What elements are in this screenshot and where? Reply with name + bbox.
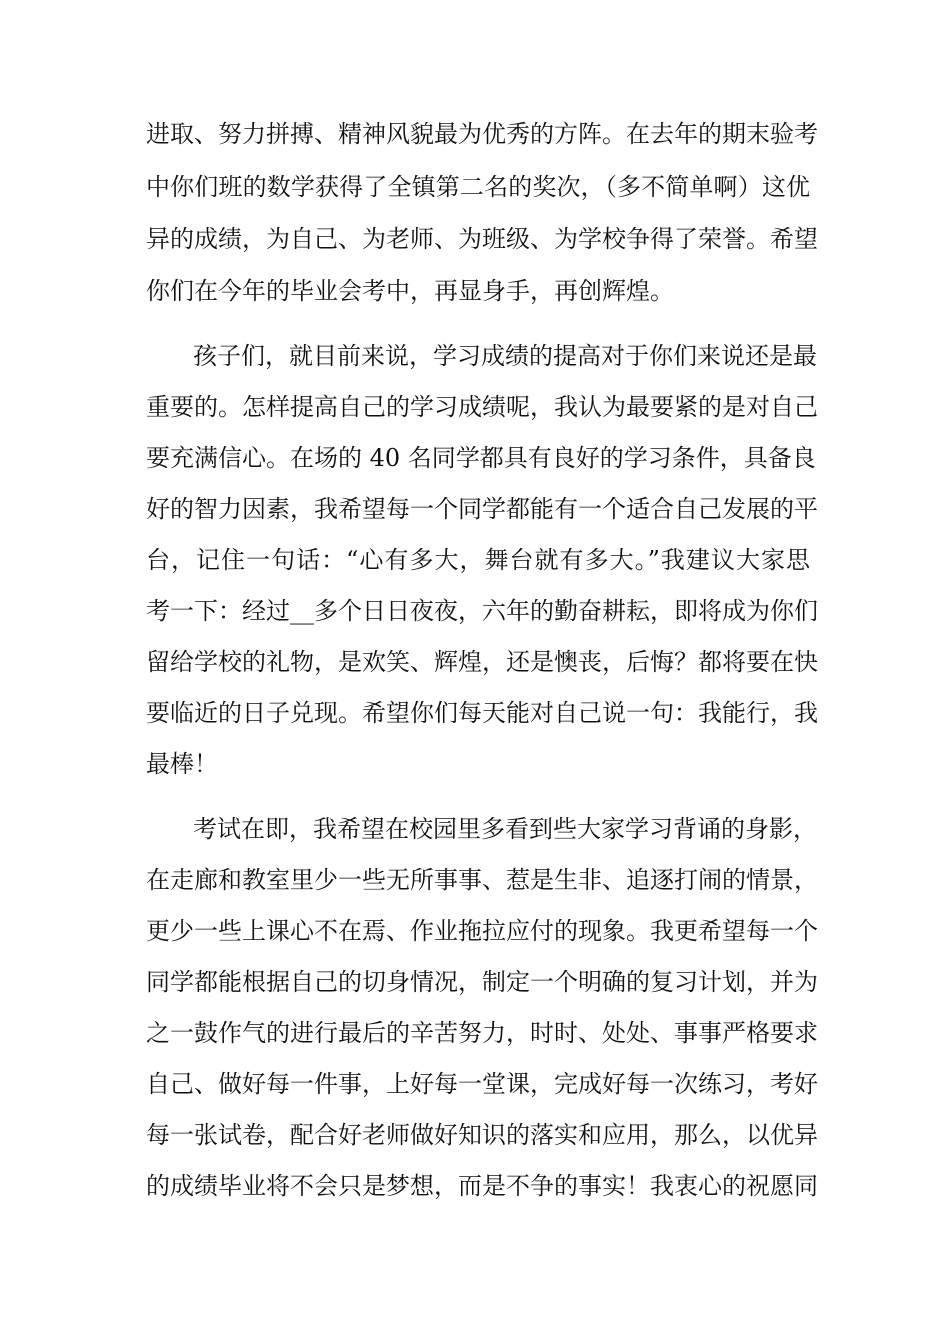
paragraph-2-line-7: 留给学校的礼物，是欢笑、辉煌，还是懊丧，后悔？都将要在快 bbox=[146, 648, 818, 676]
paragraph-3-line-5: 之一鼓作气的进行最后的辛苦努力，时时、处处、事事严格要求 bbox=[146, 1019, 818, 1047]
paragraph-1-line-3: 异的成绩，为自己、为老师、为班级、为学校争得了荣誉。希望 bbox=[146, 225, 818, 253]
paragraph-3-line-4: 同学都能根据自己的切身情况，制定一个明确的复习计划，并为 bbox=[146, 968, 818, 996]
paragraph-3-line-6: 自己、做好每一件事，上好每一堂课，完成好每一次练习，考好 bbox=[146, 1070, 818, 1098]
paragraph-2-line-2: 重要的。怎样提高自己的学习成绩呢，我认为最要紧的是对自己 bbox=[146, 393, 818, 421]
paragraph-3-line-1: 考试在即，我希望在校园里多看到些大家学习背诵的身影， bbox=[193, 815, 817, 843]
paragraph-1-line-2: 中你们班的数学获得了全镇第二名的奖次，（多不简单啊）这优 bbox=[146, 173, 810, 201]
paragraph-3-line-2: 在走廊和教室里少一些无所事事、惹是生非、追逐打闹的情景， bbox=[146, 866, 818, 894]
paragraph-2-line-9: 最棒！ bbox=[146, 750, 218, 778]
paragraph-3-line-7: 每一张试卷，配合好老师做好知识的落实和应用，那么，以优异 bbox=[146, 1121, 818, 1149]
paragraph-3-line-3: 更少一些上课心不在焉、作业拖拉应付的现象。我更希望每一个 bbox=[146, 917, 818, 945]
paragraph-2-line-3: 要充满信心。在场的 40 名同学都具有良好的学习条件，具备良 bbox=[146, 444, 816, 472]
paragraph-3-line-8: 的成绩毕业将不会只是梦想，而是不争的事实！我衷心的祝愿同 bbox=[146, 1172, 818, 1200]
paragraph-2-line-5: 台，记住一句话：“心有多大，舞台就有多大。”我建议大家思 bbox=[146, 546, 810, 574]
paragraph-2-line-8: 要临近的日子兑现。希望你们每天能对自己说一句：我能行，我 bbox=[146, 699, 818, 727]
paragraph-2-line-1: 孩子们，就目前来说，学习成绩的提高对于你们来说还是最 bbox=[193, 342, 817, 370]
paragraph-1-line-4: 你们在今年的毕业会考中，再显身手，再创辉煌。 bbox=[146, 277, 674, 305]
paragraph-2-line-4: 好的智力因素，我希望每一个同学都能有一个适合自己发展的平 bbox=[146, 495, 818, 523]
paragraph-1-line-1: 进取、努力拼搏、精神风貌最为优秀的方阵。在去年的期末验考 bbox=[146, 120, 818, 148]
paragraph-2-line-6: 考一下：经过__多个日日夜夜，六年的勤奋耕耘，即将成为你们 bbox=[146, 597, 818, 625]
